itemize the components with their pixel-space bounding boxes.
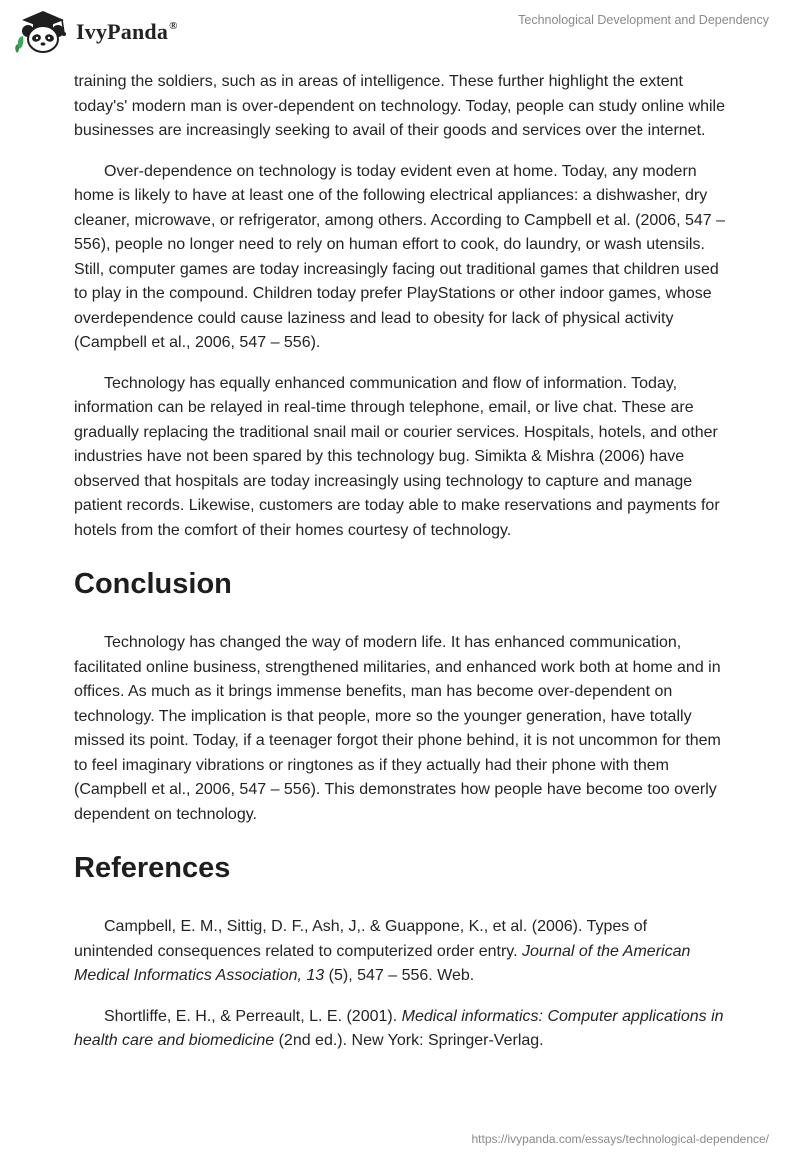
references-heading: References	[74, 852, 231, 884]
page-header	[0, 0, 800, 60]
conclusion-heading: Conclusion	[74, 568, 232, 600]
brand-name: IvyPanda®	[76, 19, 178, 44]
body-paragraph-3: Technology has equally enhanced communication and flow of information. Today, information can be relayed in real-time through telephone, email, or live chat. These are gradually replacing the traditional snail mail or courier services. Hospitals, hotels, and other industries have not been spared by this technology bug. Simikta & Mishra (2006) have observed that hospitals are today increasingly using technology to capture and manage patient records. Likewise, customers are today able to make reservations and payments for hotels from the comfort of their homes courtesy of technology.	[74, 374, 720, 539]
reference-entry-2: Shortliffe, E. H., & Perreault, L. E. (2001). Medical informatics: Computer applications in health care and biomedicine (2nd ed.). New York: Springer-Verlag.	[74, 1007, 724, 1049]
source-url-link[interactable]: https://ivypanda.com/essays/technological-dependence/	[471, 1132, 769, 1146]
reference-entry-1: Campbell, E. M., Sittig, D. F., Ash, J,. & Guappone, K., et al. (2006). Types of unintended consequences related to computerized order entry. Journal of the American Medical Informatics Association, 13 (5), 547 – 556. Web.	[74, 918, 691, 984]
conclusion-paragraph: Technology has changed the way of modern life. It has enhanced communication, facilitated online business, strengthened militaries, and enhanced work both at home and in offices. As much as it brings immense benefits, man has become over-dependent on technology. The implication is that people, more so the younger generation, have totally missed its point. Today, if a teenager forgot their phone behind, it is not uncommon for them to feel imaginary vibrations or ringtones as if they actually had their phone with them (Campbell et al., 2006, 547 – 556). This demonstrates how people have become too overly dependent on technology.	[74, 634, 721, 823]
essay-content	[74, 70, 730, 1070]
body-paragraph-1: training the soldiers, such as in areas of intelligence. These further highlight the extent today's' modern man is over-dependent on technology. Today, people can study online while businesses are increasingly seeking to avail of their goods and services over the internet.	[74, 73, 725, 139]
body-paragraph-2: Over-dependence on technology is today evident even at home. Today, any modern home is likely to have at least one of the following electrical appliances: a dishwasher, dry cleaner, microwave, or refrigerator, among others. According to Campbell et al. (2006, 547 – 556), people no longer need to rely on human effort to cook, do laundry, or wash utensils. Still, computer games are today increasingly facing out traditional games that children used to play in the compound. Children today prefer PlayStations or other indoor games, whose overdependence could cause laziness and lead to obesity for lack of physical activity (Campbell et al., 2006, 547 – 556).	[74, 162, 726, 351]
panda-graduate-icon	[14, 9, 72, 55]
document-title: Technological Development and Dependency	[518, 13, 769, 27]
brand-logo[interactable]	[14, 9, 214, 55]
